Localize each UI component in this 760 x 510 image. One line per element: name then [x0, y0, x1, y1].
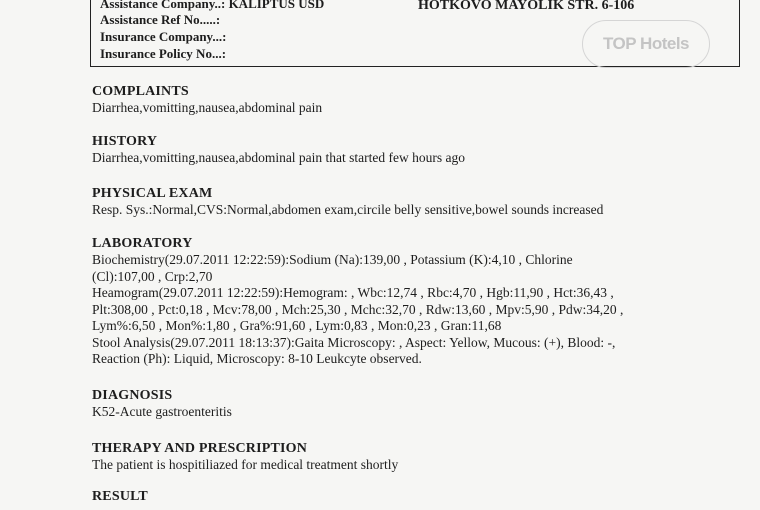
laboratory-line: Biochemistry(29.07.2011 12:22:59):Sodium (Na):139,00 , Potassium (K):4,10 , Chlorine: [92, 252, 573, 267]
complaints-title: COMPLAINTS: [92, 84, 189, 99]
history-section: [92, 133, 742, 167]
laboratory-line: (Cl):107,00 , Crp:2,70: [92, 268, 213, 284]
tophotels-watermark: TOP Hotels: [582, 20, 710, 68]
laboratory-line: Lym%:6,50 , Mon%:1,80 , Gra%:91,60 , Lym:0,83 , Mon:0,23 , Gran:11,68: [92, 318, 502, 333]
address-text: HOTKOVO MAYOLIK STR. 6-106: [418, 0, 635, 13]
assistance-ref-label: Assistance Ref No.....:: [100, 12, 221, 27]
result-section: [92, 488, 742, 505]
diagnosis-title: DIAGNOSIS: [92, 388, 173, 403]
physical-exam-title: PHYSICAL EXAM: [92, 186, 213, 201]
insurance-policy-label: Insurance Policy No...:: [100, 46, 227, 61]
complaints-section: [92, 83, 742, 117]
laboratory-line: Plt:308,00 , Pct:0,18 , Mcv:78,00 , Mch:25,30 , Mchc:32,70 , Rdw:13,60 , Mpv:5,90 , Pdw:34,20 ,: [92, 301, 624, 317]
laboratory-line: Reaction (Ph): Liquid, Microscopy: 8-10 Leukcyte observed.: [92, 351, 422, 366]
therapy-section: [92, 440, 742, 474]
laboratory-title: LABORATORY: [92, 236, 193, 251]
therapy-text: The patient is hospitiliazed for medical treatment shortly: [92, 457, 399, 472]
laboratory-line: Heamogram(29.07.2011 12:22:59):Hemogram: , Wbc:12,74 , Rbc:4,70 , Hgb:11,90 , Hct:36,43 ,: [92, 285, 614, 300]
physical-exam-text: Resp. Sys.:Normal,CVS:Normal,abdomen exam,circile belly sensitive,bowel sounds increased: [92, 202, 604, 217]
insurance-company-label: Insurance Company...:: [100, 29, 227, 44]
history-text: Diarrhea,vomitting,nausea,abdominal pain that started few hours ago: [92, 150, 466, 165]
assistance-company-label: Assistance Company..: KALIPTUS USD: [100, 0, 325, 11]
diagnosis-text: K52-Acute gastroenteritis: [92, 404, 232, 419]
diagnosis-section: [92, 387, 742, 421]
therapy-title: THERAPY AND PRESCRIPTION: [92, 441, 308, 456]
history-title: HISTORY: [92, 134, 158, 149]
result-title: RESULT: [92, 489, 148, 504]
complaints-text: Diarrhea,vomitting,nausea,abdominal pain: [92, 100, 323, 115]
laboratory-section: [92, 235, 742, 368]
physical-exam-section: [92, 185, 742, 219]
laboratory-line: Stool Analysis(29.07.2011 18:13:37):Gaita Microscopy: , Aspect: Yellow, Mucous: (+), Blood: -,: [92, 334, 616, 350]
